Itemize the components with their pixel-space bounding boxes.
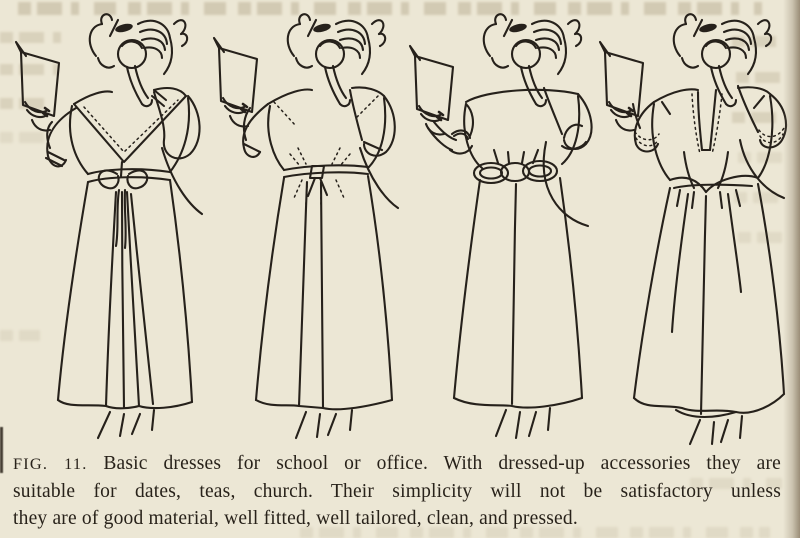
caption-line-2: suitable for dates, teas, church. Their simplicity will not be satisfactory unless	[13, 480, 781, 502]
caption-line-1	[13, 450, 781, 478]
dress-illustration-3	[394, 0, 594, 446]
caption-line-3: they are of good material, well fitted, well tailored, clean, and pressed.	[13, 508, 578, 529]
dress-illustration-1	[4, 0, 204, 446]
figure-number-label: FIG. 11.	[13, 454, 88, 473]
figure-caption	[13, 450, 781, 533]
scan-artifact-mark	[0, 427, 3, 473]
dress-illustration-4	[588, 0, 788, 446]
caption-line-1-text: Basic dresses for school or office. With dressed-up accessories they are	[103, 453, 781, 474]
dress-illustration-2	[200, 0, 400, 446]
